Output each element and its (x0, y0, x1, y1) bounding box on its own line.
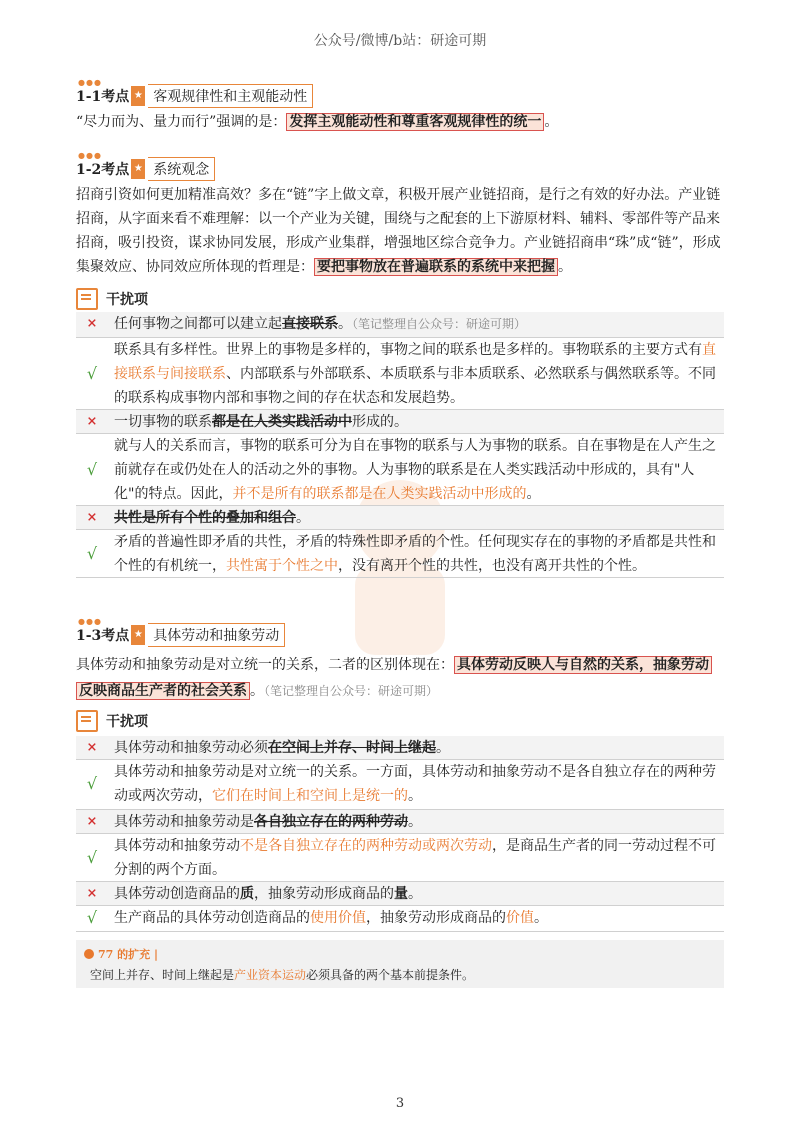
section-number: 1-2考点 (76, 162, 130, 178)
expansion-box (76, 940, 724, 988)
correction-row: √ 具体劳动和抽象劳动是对立统一的关系。一方面，具体劳动和抽象劳动不是各自独立存在的两种劳动或两次劳动，它们在时间上和空间上是统一的。 (76, 760, 724, 810)
section-1-1-text: “尽力而为、量力而行”强调的是： 发挥主观能动性和尊重客观规律性的统一 。 (76, 114, 559, 130)
distractor-row: × 具体劳动和抽象劳动必须在空间上并存、时间上继起。 (76, 736, 724, 760)
section-1-2-text: 招商引资如何更加精准高效？多在“链”字上做文章，积极开展产业链招商，是行之有效的好办法。产业链招商，从字面来看不难理解：以一个产业为关键，围绕与之配套的上下游原材料、辅料、零部件等产品来招商，吸引投资，谋求协同发展，形成产业集群，增强地区综合竞争力。产业链招商串“珠”成“链”，形成集聚效应、协同效应所体现的哲理是： 要把事物放在普遍联系的系统中来把握 。 (76, 187, 721, 275)
wrong-mark-icon: × (86, 886, 98, 901)
section-title: 具体劳动和抽象劳动 (148, 623, 285, 647)
wrong-mark-icon: × (86, 740, 98, 755)
section-title: 系统观念 (148, 157, 215, 181)
distractor-heading: 干扰项 (76, 288, 148, 310)
section-number: 1-1考点 (76, 89, 130, 105)
check-mark-icon: √ (86, 774, 98, 793)
key-point: 要把事物放在普遍联系的系统中来把握 (314, 258, 558, 276)
lightbulb-icon (84, 949, 94, 959)
wrong-mark-icon: × (86, 414, 98, 429)
page-number: 3 (395, 1096, 405, 1111)
check-mark-icon: √ (86, 848, 98, 867)
check-mark-icon: √ (86, 544, 98, 563)
correction-row: √ 联系具有多样性。世界上的事物是多样的，事物之间的联系也是多样的。事物联系的主要方式有直接联系与间接联系、内部联系与外部联系、本质联系与非本质联系、必然联系与偶然联系等。不同的联系构成事物内部和事物之间的存在状态和发展趋势。 (76, 338, 724, 410)
check-mark-icon: √ (86, 364, 98, 383)
distractor-row: × 具体劳动创造商品的质，抽象劳动形成商品的量。 (76, 882, 724, 906)
star-icon: ★ (131, 159, 145, 179)
key-point: 发挥主观能动性和尊重客观规律性的统一 (286, 113, 544, 131)
section-1-3-heading: ●●● 1-3考点 ★ 具体劳动和抽象劳动 (76, 624, 285, 646)
star-icon: ★ (131, 86, 145, 106)
correction-row: √ 矛盾的普遍性即矛盾的共性，矛盾的特殊性即矛盾的个性。任何现实存在的事物的矛盾都是共性和个性的有机统一，共性寓于个性之中，没有离开个性的共性，也没有离开共性的个性。 (76, 530, 724, 578)
notebook-icon (76, 710, 98, 732)
check-mark-icon: √ (86, 460, 98, 479)
wrong-mark-icon: × (86, 814, 98, 829)
section-1-2-heading: ●●● 1-2考点 ★ 系统观念 (76, 158, 215, 180)
distractor-heading: 干扰项 (76, 710, 148, 732)
wrong-mark-icon: × (86, 510, 98, 525)
distractor-row: × 一切事物的联系都是在人类实践活动中形成的。 (76, 410, 724, 434)
expansion-text: 空间上并存、时间上继起是产业资本运动必须具备的两个基本前提条件。 (90, 968, 475, 982)
distractor-row: × 任何事物之间都可以建立起直接联系。（笔记整理自公众号：研途可期） (76, 312, 724, 338)
section-title: 客观规律性和主观能动性 (148, 84, 313, 108)
section-1-1-heading: ●●● 1-1考点 ★ 客观规律性和主观能动性 (76, 85, 313, 107)
correction-row: √ 具体劳动和抽象劳动不是各自独立存在的两种劳动或两次劳动，是商品生产者的同一劳动过程不可分割的两个方面。 (76, 834, 724, 882)
section-1-3-text: 具体劳动和抽象劳动是对立统一的关系，二者的区别体现在： 具体劳动反映人与自然的关系，抽象劳动 反映商品生产者的社会关系 。（笔记整理自公众号：研途可期） (76, 652, 724, 704)
correction-row: √ 生产商品的具体劳动创造商品的使用价值，抽象劳动形成商品的价值。 (76, 906, 724, 932)
page-header: 公众号/微博/b站：研途可期 (313, 33, 487, 49)
key-point: 反映商品生产者的社会关系 (76, 682, 250, 700)
correction-row: √ 就与人的关系而言，事物的联系可分为自在事物的联系与人为事物的联系。自在事物是在人产生之前就存在或仍处在人的活动之外的事物。人为事物的联系是在人类实践活动中形成的，具有"人化"的特点。因此，并不是所有的联系都是在人类实践活动中形成的。 (76, 434, 724, 506)
expansion-heading: 77 的扩充 | (84, 946, 158, 962)
check-mark-icon: √ (86, 908, 98, 927)
section-number: 1-3考点 (76, 628, 130, 644)
wrong-mark-icon: × (86, 316, 98, 331)
notebook-icon (76, 288, 98, 310)
distractor-row: × 共性是所有个性的叠加和组合。 (76, 506, 724, 530)
distractor-row: × 具体劳动和抽象劳动是各自独立存在的两种劳动。 (76, 810, 724, 834)
star-icon: ★ (131, 625, 145, 645)
key-point: 具体劳动反映人与自然的关系，抽象劳动 (454, 656, 712, 674)
